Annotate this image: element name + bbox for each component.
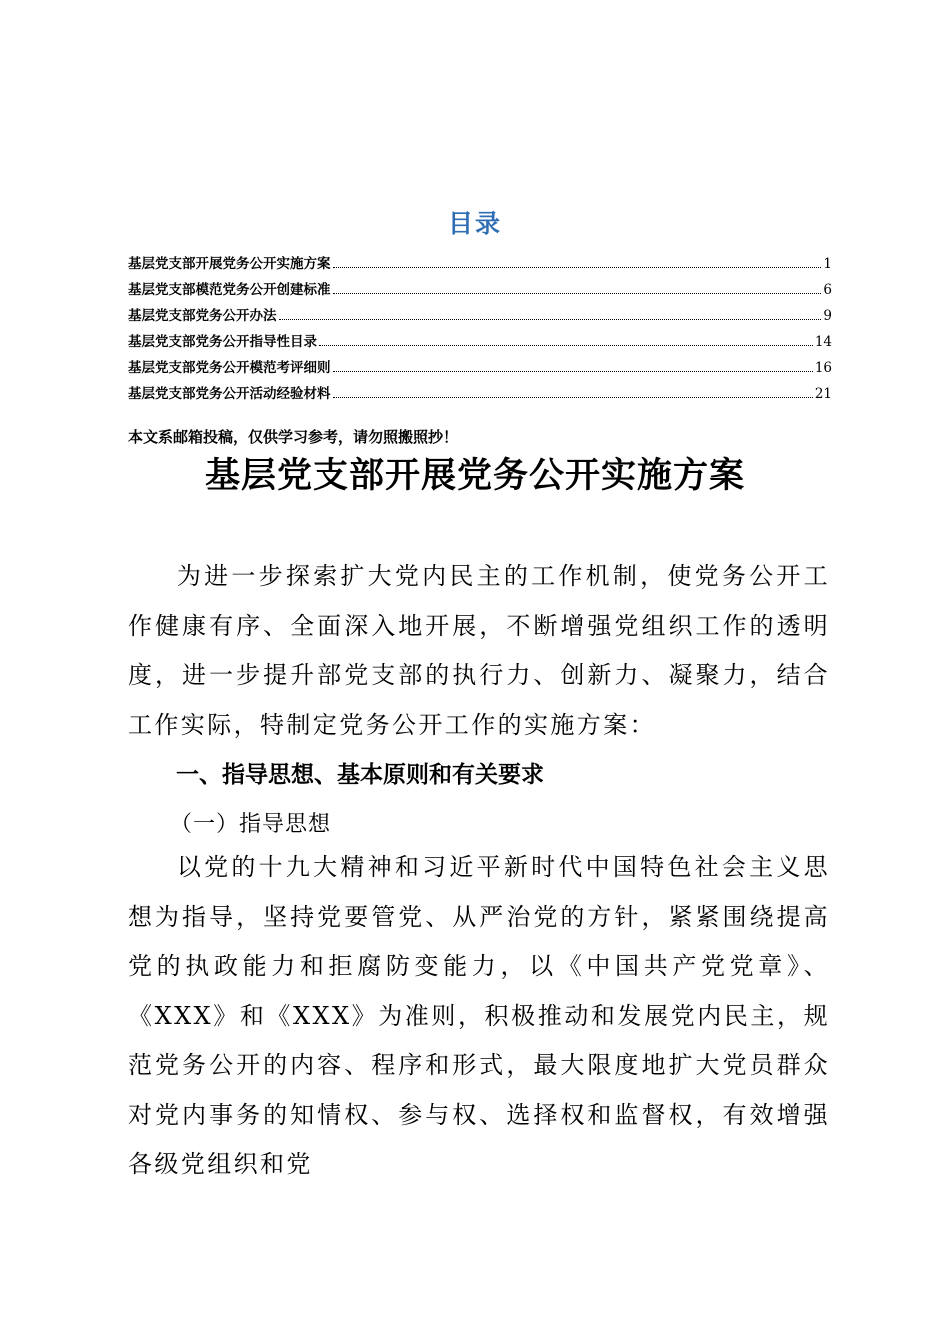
body-paragraph-text: 以党的十九大精神和习近平新时代中国特色社会主义思想为指导，坚持党要管党、从严治党的方针，紧紧围绕提高党的执政能力和拒腐防变能力，以《中国共产党党章》、《XXX》和《XXX》为准则，积极推动和发展党内民主，规范党务公开的内容、程序和形式，最大限度地扩大党员群众对党内事务的知情权、参与权、选择权和监督权，有效增强各级党组织和党 xyxy=(128,853,830,1178)
toc-entry[interactable] xyxy=(128,382,832,408)
toc-entry-page: 9 xyxy=(823,308,832,324)
toc-entry-title: 基层党支部党务公开指导性目录 xyxy=(128,334,317,350)
toc-leader-dots xyxy=(333,293,822,294)
toc-entry[interactable] xyxy=(128,278,832,304)
toc-entry-page: 14 xyxy=(814,334,832,350)
toc-entry-title: 基层党支部党务公开活动经验材料 xyxy=(128,386,331,402)
table-of-contents xyxy=(128,252,832,408)
toc-leader-dots xyxy=(279,319,822,320)
toc-entry-page: 16 xyxy=(814,360,832,376)
toc-entry[interactable] xyxy=(128,252,832,278)
intro-paragraph xyxy=(128,552,830,750)
body-paragraph xyxy=(128,843,830,1190)
toc-entry[interactable] xyxy=(128,304,832,330)
disclaimer-notice: 本文系邮箱投稿，仅供学习参考，请勿照搬照抄！ xyxy=(128,428,459,446)
subsection-heading: （一）指导思想 xyxy=(170,812,332,837)
toc-entry[interactable] xyxy=(128,330,832,356)
toc-entry-title: 基层党支部党务公开模范考评细则 xyxy=(128,360,331,376)
toc-entry-title: 基层党支部开展党务公开实施方案 xyxy=(128,256,331,272)
toc-entry-page: 21 xyxy=(814,386,832,402)
toc-leader-dots xyxy=(319,345,813,346)
section-heading: 一、指导思想、基本原则和有关要求 xyxy=(176,762,544,788)
toc-entry-page: 6 xyxy=(823,282,832,298)
toc-entry-title: 基层党支部党务公开办法 xyxy=(128,308,277,324)
toc-title: 目录 xyxy=(447,209,502,238)
toc-entry-title: 基层党支部模范党务公开创建标准 xyxy=(128,282,331,298)
toc-entry[interactable] xyxy=(128,356,832,382)
toc-entry-page: 1 xyxy=(823,256,832,272)
toc-leader-dots xyxy=(333,371,813,372)
document-title: 基层党支部开展党务公开实施方案 xyxy=(204,455,745,496)
toc-leader-dots xyxy=(333,397,813,398)
toc-leader-dots xyxy=(333,267,822,268)
intro-paragraph-text: 为进一步探索扩大党内民主的工作机制，使党务公开工作健康有序、全面深入地开展，不断增强党组织工作的透明度，进一步提升部党支部的执行力、创新力、凝聚力，结合工作实际，特制定党务公开工作的实施方案： xyxy=(128,562,830,739)
